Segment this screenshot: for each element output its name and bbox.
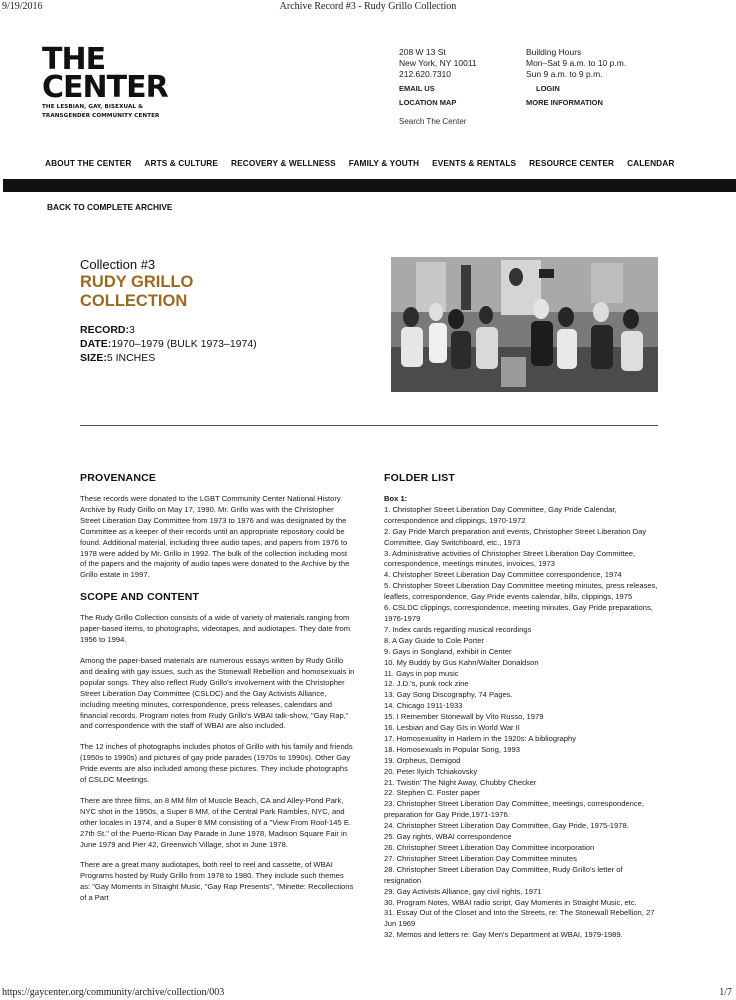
print-title: Archive Record #3 - Rudy Grillo Collection	[279, 1, 457, 12]
folder-item: 19. Orpheus, Demigod	[384, 755, 461, 765]
folder-item: 18. Homosexuals in Popular Song, 1993	[384, 744, 520, 754]
date-label: DATE:	[80, 338, 112, 350]
folder-item: 9. Gays in Songland, exhibit in Center	[384, 646, 512, 656]
left-column	[80, 472, 355, 914]
scope-paragraph: Among the paper-based materials are numerous essays written by Rudy Grillo and dealing with gay issues, such as the Stonewall Rebellion and homosexuals in popular songs. They also reflect Rudy Grillo's involvement with the Christopher Street Liberation Day Committee (CSLDC) and the Gay Activists Alliance, including meeting minutes, correspondence, press releases, calendars and financial records. Program notes from Rudy Grillo's WBAI talk-show, "Gay Rap," and correspondence with the staff of WBAI are also included.	[80, 655, 355, 731]
size-row	[80, 351, 257, 365]
folder-item: 1. Christopher Street Liberation Day Committee, Gay Pride Calendar, correspondence and clippings, 1970-1972	[384, 504, 617, 525]
location-map-link[interactable]: LOCATION MAP	[399, 98, 457, 107]
folder-item: 13. Gay Song Discography, 74 Pages.	[384, 690, 513, 700]
print-page-number: 1/7	[719, 987, 732, 998]
nav-events-rentals[interactable]: EVENTS & RENTALS	[432, 158, 517, 168]
scope-heading: SCOPE AND CONTENT	[80, 591, 200, 604]
folder-item: 3. Administrative activities of Christopher Street Liberation Day Committee, correspondence, meetings minutes, invoices, 1973	[384, 548, 636, 569]
record-row	[80, 323, 257, 337]
phone-number: 212.620.7310	[399, 69, 451, 79]
nav-resource-center[interactable]: RESOURCE CENTER	[529, 158, 615, 168]
folder-list	[384, 505, 659, 941]
logo-subtitle-2: TRANSGENDER COMMUNITY CENTER	[42, 113, 160, 119]
logo-line-2: CENTER	[42, 70, 168, 105]
date-row	[80, 337, 257, 351]
collection-title-line-2: COLLECTION	[80, 292, 188, 310]
folder-item: 21. Twistin' The Night Away, Chubby Checker	[384, 777, 537, 787]
hours-weekday: Mon–Sat 9 a.m. to 10 p.m.	[526, 58, 627, 68]
more-information-link[interactable]: MORE INFORMATION	[526, 98, 603, 107]
back-to-archive-link[interactable]: BACK TO COMPLETE ARCHIVE	[47, 202, 173, 212]
divider-bar	[3, 179, 736, 192]
provenance-heading: PROVENANCE	[80, 472, 157, 484]
record-meta	[80, 323, 257, 365]
center-logo[interactable]	[42, 42, 202, 120]
folder-item: 22. Stephen C. Foster paper	[384, 788, 480, 798]
record-label: RECORD:	[80, 324, 129, 336]
print-header	[0, 0, 736, 14]
scope-paragraph: The Rudy Grillo Collection consists of a wide of variety of materials ranging from paper-based items, to photographs, videotapes, and audiotapes. They date from 1956 to 1994.	[80, 613, 351, 645]
search-link[interactable]: Search The Center	[399, 117, 467, 126]
photo-scene	[391, 257, 658, 392]
print-url: https://gaycenter.org/community/archive/collection/003	[2, 987, 225, 998]
folder-item: 8. A Gay Guide to Cole Porter	[384, 635, 485, 645]
folder-list-heading: FOLDER LIST	[384, 472, 456, 484]
folder-item: 24. Christopher Street Liberation Day Committee, Gay Pride, 1975-1978.	[384, 821, 629, 831]
address-line-1: 208 W 13 St	[399, 47, 446, 57]
folder-item: 10. My Buddy by Gus Kahn/Walter Donaldson	[384, 657, 539, 667]
logo-subtitle-1: THE LESBIAN, GAY, BISEXUAL &	[42, 104, 144, 110]
main-nav	[45, 158, 705, 168]
folder-item: 2. Gay Pride March preparation and events, Christopher Street Liberation Day Committee, Gay Switchboard, etc., 1973	[384, 526, 647, 547]
folder-item: 32. Memos and letters re: Gay Men's Department at WBAI, 1979-1989.	[384, 930, 623, 940]
folder-item: 6. CSLDC clippings, correspondence, meeting minutes, Gay Pride preparations, 1976-1979	[384, 603, 653, 623]
folder-item: 14. Chicago 1911-1933	[384, 701, 463, 711]
address-line-2: New York, NY 10011	[399, 58, 477, 68]
folder-item: 30. Program Notes, WBAI radio script, Gay Moments in Straight Music, etc.	[384, 897, 637, 907]
print-footer	[0, 986, 736, 1000]
folder-item: 5. Christopher Street Liberation Day Committee meeting minutes, press releases, leaflets, correspondence, Gay Pride events calendar, bills, clippings, 1975	[384, 581, 658, 602]
scope-paragraph: There are a great many audiotapes, both reel to reel and cassette, of WBAI Programs hosted by Rudy Grillo from 1978 to 1980. They include such themes as: "Gay Moments in Straight Music, "Gay Rap Presents", "Minette: Recollections of a Part	[80, 860, 354, 903]
folder-item: 12. J.D.'s, punk rock zine	[384, 679, 469, 689]
scope-paragraph: There are three films, an 8 MM film of Muscle Beach, CA and Alley-Pond Park, NYC shot in the 1950s, a Super 8 MM, of the Central Park Rambles, NYC, and other locales in 1974, and a Super 8 MM consisting of a "View From Roof-145 E. 27th St." of the Puerto-Rican Day Parade in June 1978, Madison Square Fair in June 1979 and Pier 42, Greenwich Village, shot in June 1978.	[80, 795, 352, 849]
nav-arts-culture[interactable]: ARTS & CULTURE	[144, 158, 219, 168]
hours-title: Building Hours	[526, 47, 582, 57]
size-value: 5 INCHES	[106, 352, 156, 364]
logo-line-1: THE	[42, 42, 106, 77]
collection-photo	[391, 257, 658, 392]
record-value: 3	[129, 324, 135, 336]
collection-title	[80, 273, 330, 311]
print-date: 9/19/2016	[2, 1, 43, 12]
folder-item: 31. Essay Out of the Closet and Into the Streets, re: The Stonewall Rebellion, 27 Jun 1969	[384, 908, 655, 929]
nav-about[interactable]: ABOUT THE CENTER	[45, 158, 132, 168]
folder-item: 15. I Remember Stonewall by Vito Russo, 1979	[384, 712, 544, 722]
email-us-link[interactable]: EMAIL US	[399, 84, 435, 93]
folder-item: 7. Index cards regarding musical recordings	[384, 624, 532, 634]
box-label: Box 1:	[384, 494, 408, 503]
contact-info	[399, 47, 477, 108]
nav-calendar[interactable]: CALENDAR	[627, 158, 675, 168]
folder-item: 28. Christopher Street Liberation Day Committee, Rudy Grillo's letter of resignation	[384, 864, 623, 885]
folder-item: 20. Peter Ilyich Tchiakovsky	[384, 766, 478, 776]
scope-paragraph: The 12 inches of photographs includes photos of Grillo with his family and friends (1950s to 1990s) and pictures of gay pride parades (1970s to 1990s). Other Gay Pride events are also included among these pictures. They include photographs of CSLDC Meetings.	[80, 742, 353, 785]
login-link[interactable]: LOGIN	[536, 84, 560, 93]
size-label: SIZE:	[80, 352, 107, 364]
folder-item: 23. Christopher Street Liberation Day Committee, meetings, correspondence, preparation for Gay Pride,1971-1976.	[384, 799, 645, 820]
folder-item: 29. Gay Activists Alliance, gay civil rights, 1971	[384, 886, 542, 896]
nav-recovery-wellness[interactable]: RECOVERY & WELLNESS	[231, 158, 336, 168]
collection-title-line-1: RUDY GRILLO	[80, 273, 194, 291]
date-value: 1970–1979 (BULK 1973–1974)	[111, 338, 257, 350]
building-hours	[526, 47, 626, 108]
folder-item: 27. Christopher Street Liberation Day Committee minutes	[384, 853, 577, 863]
nav-family-youth[interactable]: FAMILY & YOUTH	[348, 158, 420, 168]
hours-sunday: Sun 9 a.m. to 9 p.m.	[526, 69, 603, 79]
folder-item: 16. Lesbian and Gay GIs in World War II	[384, 723, 520, 733]
right-column	[384, 472, 659, 941]
provenance-text: These records were donated to the LGBT Community Center National History Archive by Rudy Grillo on May 17, 1990. Mr. Grillo was with the Christopher Street Liberation Day Committee from 1973 to 1976 and was designated by the Committee as a keeper of their records until an appropriate repository could be found. Additional material, including three audio tapes, and papers from 1976 to 1978 were added by Mr. Grillo in 1992. The bulk of the collection including most of the papers and the majority of audio tapes were donated to the Archive by the Grillo estate in 1997.	[80, 494, 350, 580]
folder-item: 4. Christopher Street Liberation Day Committee correspondence, 1974	[384, 570, 622, 580]
folder-item: 25. Gay rights, WBAI correspondence	[384, 832, 512, 842]
folder-item: 26. Christopher Street Liberation Day Committee incorporation	[384, 843, 595, 852]
collection-number: Collection #3	[80, 257, 156, 272]
section-divider	[80, 425, 658, 426]
folder-item: 11. Gays in pop music	[384, 668, 459, 678]
folder-item: 17. Homosexuality in Harlem in the 1920s: A bibliography	[384, 733, 577, 743]
